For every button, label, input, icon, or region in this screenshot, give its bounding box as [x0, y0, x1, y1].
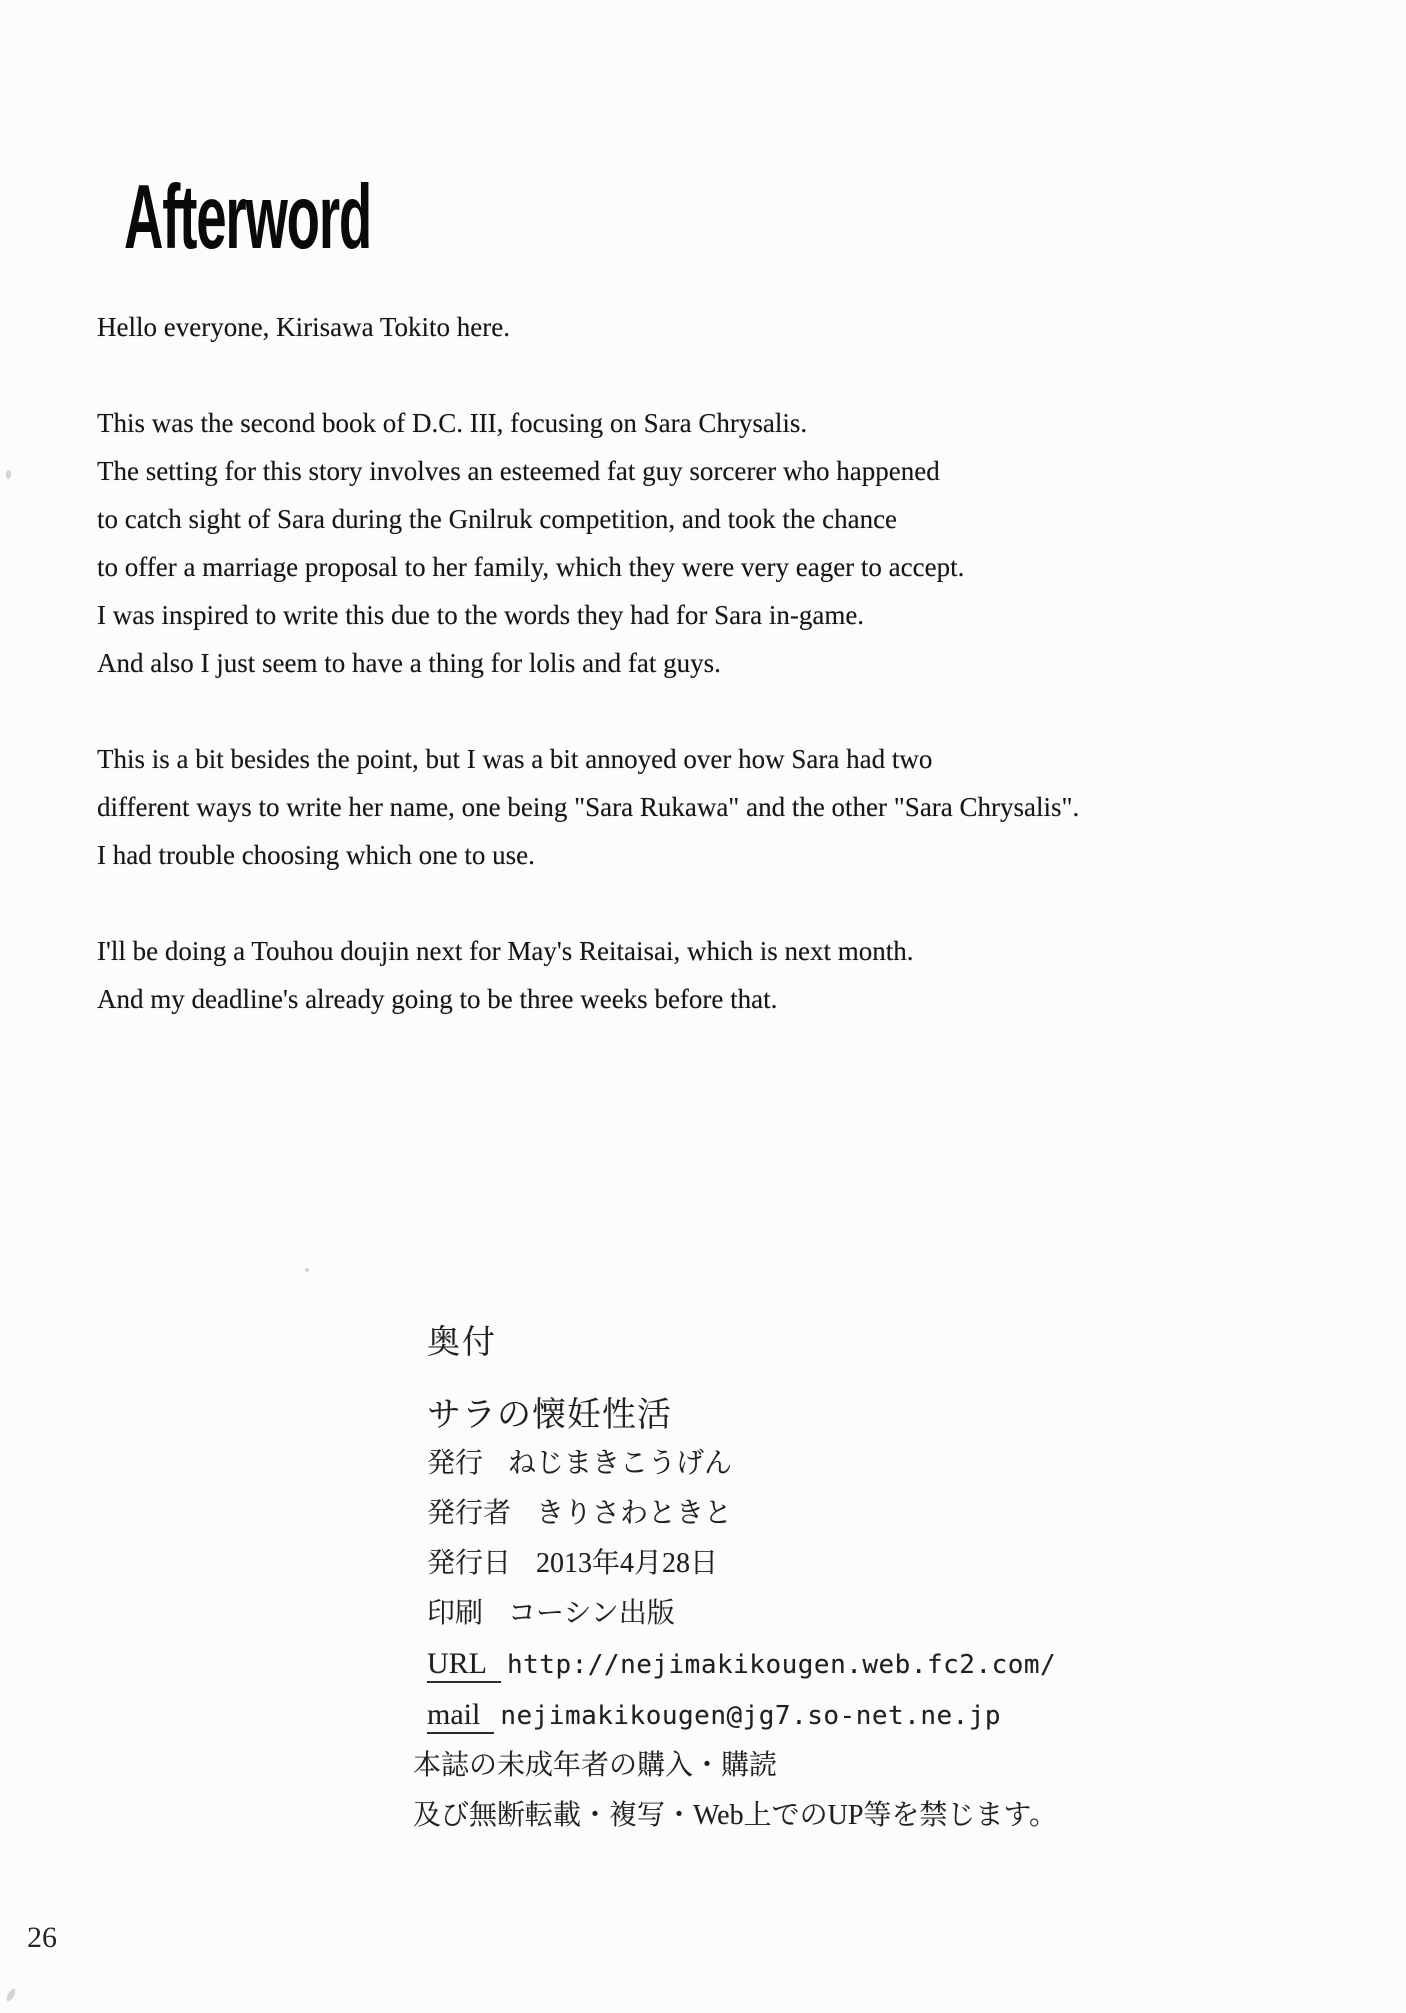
url-label: URL: [427, 1647, 501, 1683]
text-line: And my deadline's already going to be three weeks before that.: [97, 984, 778, 1014]
mail-label: mail: [427, 1698, 494, 1734]
paragraph-greeting: [97, 303, 1347, 351]
text-line: to catch sight of Sara during the Gnilruk competition, and took the chance: [97, 504, 898, 534]
paragraph-book-intro: [97, 399, 1347, 687]
url-value: http://nejimakikougen.web.fc2.com/: [507, 1650, 1057, 1680]
text-line: I was inspired to write this due to the words they had for Sara in-game.: [97, 600, 865, 630]
colophon-row-printer: [427, 1589, 1057, 1639]
row-value: コーシン出版: [508, 1598, 675, 1629]
paragraph-name-note: [97, 735, 1347, 879]
scan-speck: [5, 1987, 17, 2002]
row-value: きりさわときと: [536, 1498, 733, 1529]
colophon-book-title: サラの懐妊性活: [427, 1397, 672, 1434]
colophon-row-author: [427, 1489, 1057, 1539]
mail-value: nejimakikougen@jg7.so-net.ne.jp: [500, 1701, 1002, 1731]
colophon-row-url: [427, 1639, 1057, 1690]
row-label: 印刷: [427, 1598, 484, 1629]
afterword-body: [97, 303, 1347, 1071]
row-label: 発行者: [427, 1498, 512, 1529]
colophon-notice-line: 本誌の未成年者の購入・購読: [413, 1750, 778, 1781]
row-label: 発行: [427, 1448, 484, 1479]
text-line: And also I just seem to have a thing for lolis and fat guys.: [97, 648, 721, 678]
text-line: different ways to write her name, one being "Sara Rukawa" and the other "Sara Chrysalis".: [97, 792, 1080, 822]
text-line: Hello everyone, Kirisawa Tokito here.: [97, 312, 510, 342]
text-line: This is a bit besides the point, but I was a bit annoyed over how Sara had two: [97, 744, 933, 774]
colophon-heading: 奥付: [427, 1325, 497, 1361]
row-label: 発行日: [427, 1548, 512, 1579]
colophon-row-publisher: [427, 1439, 1057, 1489]
text-line: This was the second book of D.C. III, focusing on Sara Chrysalis.: [97, 408, 808, 438]
colophon-notice-line: 及び無断転載・複写・Web上でのUP等を禁じます。: [413, 1800, 1058, 1831]
text-line: I had trouble choosing which one to use.: [97, 840, 535, 870]
text-line: The setting for this story involves an esteemed fat guy sorcerer who happened: [97, 456, 940, 486]
colophon-row-date: [427, 1539, 1057, 1589]
colophon: [413, 1323, 1058, 1841]
page-number: 26: [27, 1921, 57, 1954]
page-title: Afterword: [124, 167, 372, 268]
row-value: 2013年4月28日: [536, 1548, 719, 1579]
row-value: ねじまきこうげん: [508, 1448, 733, 1479]
paragraph-next-plans: [97, 927, 1347, 1023]
colophon-row-mail: [427, 1690, 1057, 1741]
text-line: I'll be doing a Touhou doujin next for May's Reitaisai, which is next month.: [97, 936, 914, 966]
text-line: to offer a marriage proposal to her family, which they were very eager to accept.: [97, 552, 965, 582]
scan-speck: [305, 1268, 309, 1272]
scan-speck: [6, 470, 11, 479]
